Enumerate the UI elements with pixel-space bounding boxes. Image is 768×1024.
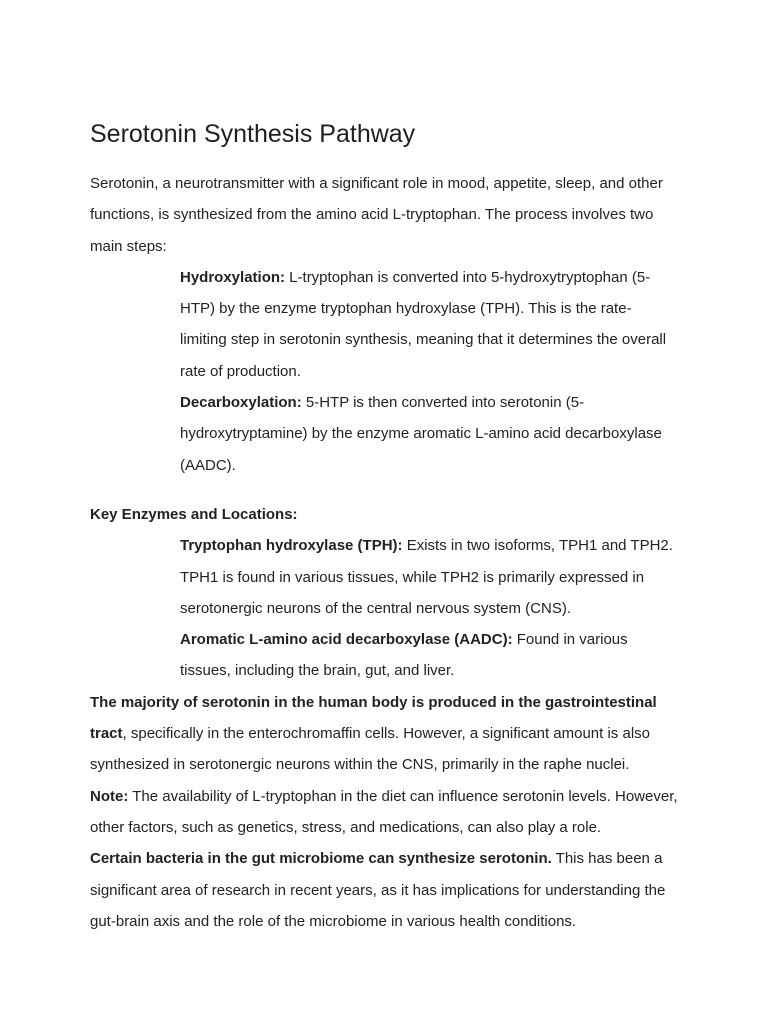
step-decarboxylation (90, 387, 678, 481)
enzyme-tph (90, 530, 678, 624)
enzyme-label: Tryptophan hydroxylase (TPH): (180, 537, 403, 555)
enzymes-heading: Key Enzymes and Locations: (90, 505, 298, 523)
gi-text: , specifically in the enterochromaffin cells. However, a significant amount is also synthesized in serotonergic neurons within the CNS, primarily in the raphe nuclei. (90, 725, 650, 774)
step-text: L-tryptophan is converted into 5-hydroxytryptophan (5-HTP) by the enzyme tryptophan hydroxylase (TPH). This is the rate-limiting step in serotonin synthesis, meaning that it determines the overall rate of production. (180, 268, 667, 380)
microbiome-paragraph (90, 843, 678, 937)
gi-tract-paragraph (90, 687, 678, 781)
enzyme-text: Exists in two isoforms, TPH1 and TPH2. TPH1 is found in various tissues, while TPH2 is primarily expressed in serotonergic neurons of the central nervous system (CNS). (180, 537, 673, 617)
note-label: Note: (90, 787, 129, 805)
step-label: Hydroxylation: (180, 268, 286, 286)
note-paragraph (90, 781, 678, 844)
page-title: Serotonin Synthesis Pathway (90, 120, 416, 148)
enzyme-aadc (90, 624, 678, 687)
microbiome-bold-text: Certain bacteria in the gut microbiome can synthesize serotonin. (90, 850, 552, 868)
step-label: Decarboxylation: (180, 394, 302, 412)
intro-paragraph: Serotonin, a neurotransmitter with a significant role in mood, appetite, sleep, and other functions, is synthesized from the amino acid L-tryptophan. The process involves two main steps: (90, 175, 663, 255)
note-text: The availability of L-tryptophan in the diet can influence serotonin levels. However, other factors, such as genetics, stress, and medications, can also play a role. (90, 787, 678, 836)
step-text: 5-HTP is then converted into serotonin (5-hydroxytryptamine) by the enzyme aromatic L-amino acid decarboxylase (AADC). (180, 394, 662, 474)
enzyme-text: Found in various tissues, including the brain, gut, and liver. (180, 631, 628, 680)
step-hydroxylation (90, 262, 678, 387)
microbiome-text: This has been a significant area of research in recent years, as it has implications for understanding the gut-brain axis and the role of the microbiome in various health conditions. (90, 850, 666, 930)
enzyme-label: Aromatic L-amino acid decarboxylase (AADC): (180, 631, 513, 649)
gi-bold-text: The majority of serotonin in the human body is produced in the gastrointestinal tract (90, 693, 657, 743)
